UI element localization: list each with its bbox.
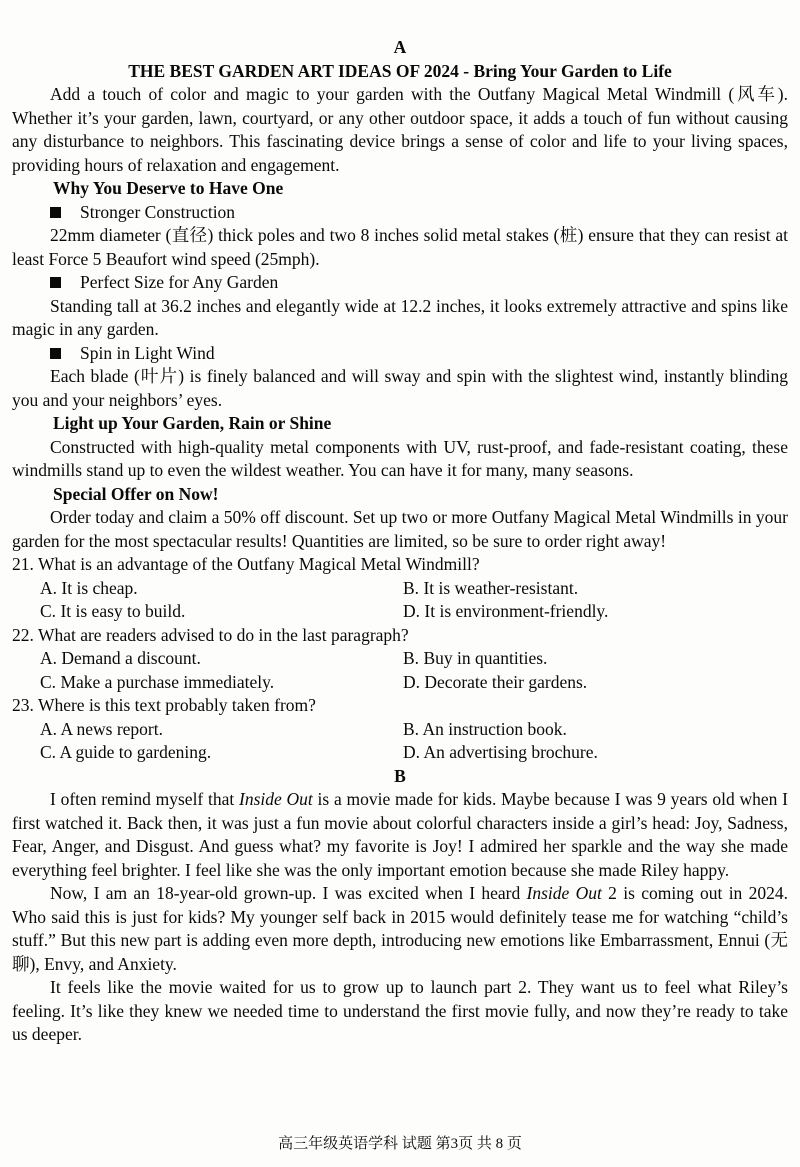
question-22 — [12, 624, 788, 695]
question-23-number: 23. — [12, 695, 34, 715]
question-22-option-d: D. Decorate their gardens. — [403, 671, 588, 692]
question-21-options-row-1 — [12, 577, 788, 601]
subhead-weather: Light up Your Garden, Rain or Shine — [53, 413, 332, 433]
question-21-option-d: D. It is environment-friendly. — [403, 601, 609, 621]
movie-title-italic: Inside Out — [526, 883, 602, 903]
feature-1-bullet-line — [12, 201, 788, 225]
section-a-label: A — [393, 37, 407, 57]
question-23-stem: Where is this text probably taken from? — [37, 695, 316, 715]
question-23 — [12, 694, 788, 765]
page-footer: 高三年级英语学科 试题 第3页 共 8 页 — [278, 1136, 522, 1152]
passage-a-intro: Add a touch of color and magic to your garden with the Outfany Magical Metal Windmill (风车). Whether it’s your garden, lawn, courtyard, or any other outdoor space, it adds a touch of fun without causing any disturbance to neighbors. This fascinating device brings a sense of color and life to your living spaces, providing hours of relaxation and engagement. — [12, 84, 788, 175]
square-bullet-icon — [50, 207, 61, 218]
question-22-option-c: C. Make a purchase immediately. — [40, 671, 275, 692]
weather-paragraph: Constructed with high-quality metal components with UV, rust-proof, and fade-resistant coating, these windmills stand up to even the wildest weather. You can have it for many, many seasons. — [12, 436, 788, 480]
question-23-option-b: B. An instruction book. — [403, 718, 567, 739]
question-21-number: 21. — [12, 554, 34, 574]
question-23-options-row-1 — [12, 718, 788, 742]
question-21-option-a: A. It is cheap. — [40, 577, 138, 598]
feature-1-body: 22mm diameter (直径) thick poles and two 8 inches solid metal stakes (桩) ensure that they can resist at least Force 5 Beaufort wind speed (25mph). — [12, 225, 788, 269]
passage-b-paragraph-3: It feels like the movie waited for us to grow up to launch part 2. They want us to feel what Riley’s feeling. It’s like they knew we needed time to understand the first movie fully, and now they’re ready to take us deeper. — [12, 977, 788, 1044]
question-21-stem: What is an advantage of the Outfany Magical Metal Windmill? — [37, 554, 480, 574]
feature-3-bullet-line — [12, 342, 788, 366]
feature-2-bullet-line — [12, 271, 788, 295]
question-22-options-row-1 — [12, 647, 788, 671]
question-21-option-c: C. It is easy to build. — [40, 601, 186, 621]
passage-b-paragraph-2: Now, I am an 18-year-old grown-up. I was excited when I heard Inside Out 2 is coming out in 2024. Who said this is just for kids? My younger self back in 2015 would definitely tease me for watching “child’s stuff.” But this new part is adding even more depth, introducing new emotions like Embarrassment, Ennui (无聊), Envy, and Anxiety. — [12, 883, 788, 974]
square-bullet-icon — [50, 277, 61, 288]
question-22-options-row-2 — [12, 671, 788, 695]
subhead-benefits: Why You Deserve to Have One — [53, 178, 284, 198]
question-22-option-b: B. Buy in quantities. — [403, 648, 548, 668]
question-21-option-b: B. It is weather-resistant. — [403, 577, 579, 598]
question-22-stem: What are readers advised to do in the last paragraph? — [37, 624, 409, 645]
feature-2-body: Standing tall at 36.2 inches and elegantly wide at 12.2 inches, it looks extremely attractive and spins like magic in any garden. — [12, 295, 788, 339]
question-23-options-row-2 — [12, 741, 788, 765]
question-22-number: 22. — [12, 624, 34, 645]
question-21 — [12, 553, 788, 624]
movie-title-italic: Inside Out — [239, 789, 313, 809]
passage-b-paragraph-1: I often remind myself that Inside Out is a movie made for kids. Maybe because I was 9 years old when I first watched it. Back then, it was just a fun movie about colorful characters inside a girl’s head: Joy, Sadness, Fear, Anger, and Disgust. And guess what? my favorite is Joy! I admired her sparkle and the way she made everything feel brighter. I feel like she was the only important emotion because she made Riley happy. — [12, 789, 788, 880]
passage-a-title: THE BEST GARDEN ART IDEAS OF 2024 - Bring Your Garden to Life — [128, 60, 672, 81]
question-21-options-row-2 — [12, 600, 788, 624]
section-b-label: B — [394, 765, 406, 786]
offer-paragraph: Order today and claim a 50% off discount. Set up two or more Outfany Magical Metal Windmills in your garden for the most spectacular results! Quantities are limited, so be sure to order right away! — [12, 507, 788, 551]
subhead-offer: Special Offer on Now! — [53, 483, 219, 504]
feature-3-title: Spin in Light Wind — [80, 342, 215, 363]
square-bullet-icon — [50, 348, 61, 359]
feature-2-title: Perfect Size for Any Garden — [80, 272, 279, 292]
feature-3-body: Each blade (叶片) is finely balanced and will sway and spin with the slightest wind, instantly blinding you and your neighbors’ eyes. — [12, 366, 788, 410]
feature-1-title: Stronger Construction — [80, 201, 236, 222]
question-23-option-d: D. An advertising brochure. — [403, 742, 598, 762]
question-23-option-c: C. A guide to gardening. — [40, 742, 212, 762]
question-22-option-a: A. Demand a discount. — [40, 648, 201, 668]
question-23-option-a: A. A news report. — [40, 718, 163, 739]
